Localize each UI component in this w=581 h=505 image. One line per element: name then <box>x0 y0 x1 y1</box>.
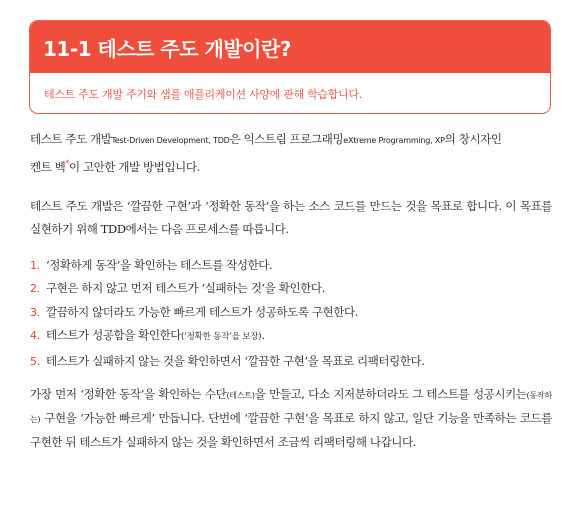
tdd-english: Test-Driven Development, TDD <box>111 136 230 145</box>
tdd-term: 테스트 주도 개발 <box>30 132 112 146</box>
section-subtitle: 테스트 주도 개발 주기와 샘플 애플리케이션 사양에 관해 학습합니다. <box>44 88 362 101</box>
body-content <box>30 128 552 454</box>
intro-text-4: 이 고안한 개발 방법입니다. <box>69 159 200 174</box>
step-end: . <box>261 328 265 343</box>
step-number: 2. <box>30 282 40 296</box>
step-main-text: 테스트가 성공함을 확인한다 <box>46 328 182 343</box>
summary-paragraph <box>30 383 552 454</box>
intro-text-2: 의 창시자인 <box>444 132 502 146</box>
step-number: 5. <box>30 354 40 368</box>
list-item <box>30 301 552 325</box>
intro-text-1: 은 익스트림 프로그래밍 <box>229 132 344 146</box>
section-header <box>30 21 550 73</box>
section-title: 11-1 테스트 주도 개발이란? <box>43 36 291 61</box>
step-text: ‘정확하게 동작’을 확인하는 테스트를 작성한다. <box>46 257 273 272</box>
summary-text-2: 을 만들고, 다소 지저분하더라도 그 테스트를 성공시키는 <box>254 387 527 402</box>
summary-note-2: (동작하는) <box>30 391 552 425</box>
summary-text-1: 가장 먼저 ‘정확한 동작’을 확인하는 수단 <box>30 387 227 402</box>
section-box <box>29 20 551 114</box>
intro-paragraph <box>30 128 552 179</box>
list-item <box>30 254 552 278</box>
process-steps <box>30 254 552 374</box>
step-number: 3. <box>30 305 40 319</box>
step-number: 4. <box>30 329 40 343</box>
list-item <box>30 277 552 301</box>
summary-text-3: 구현을 ‘가능한 빠르게’ 만듭니다. 단번에 ‘깔끔한 구현’을 목표로 하지 않고, 일단 기능을 만족하는 코드를 구현한 뒤 테스트가 실패하지 않는 것을 확인하면서 조금씩 리팩터링해 나갑니다. <box>30 411 552 450</box>
summary-note-1: (테스트) <box>226 391 255 401</box>
step-note: (‘정확한 동작’을 보장) <box>181 332 262 343</box>
list-item <box>30 350 552 374</box>
xp-english: eXtreme Programming, XP <box>343 136 445 145</box>
step-text: 깔끔하지 않더라도 가능한 빠르게 테스트가 성공하도록 구현한다. <box>46 304 358 319</box>
list-item <box>30 324 552 350</box>
footnote-mark: * <box>65 159 69 168</box>
process-paragraph: 테스트 주도 개발은 ‘깔끔한 구현’과 ‘정확한 동작’을 하는 소스 코드를 만드는 것을 목표로 합니다. 이 목표를 실현하기 위해 TDD에서는 다음 프로세스를 따릅니다. <box>30 198 552 236</box>
step-number: 1. <box>30 258 40 272</box>
step-text <box>46 324 265 350</box>
step-text: 구현은 하지 않고 먼저 테스트가 ‘실패하는 것’을 확인한다. <box>46 281 325 296</box>
intro-text-3: 켄트 벡 <box>30 159 66 174</box>
step-text: 테스트가 실패하지 않는 것을 확인하면서 ‘깔끔한 구현’을 목표로 리팩터링한다. <box>46 353 425 368</box>
